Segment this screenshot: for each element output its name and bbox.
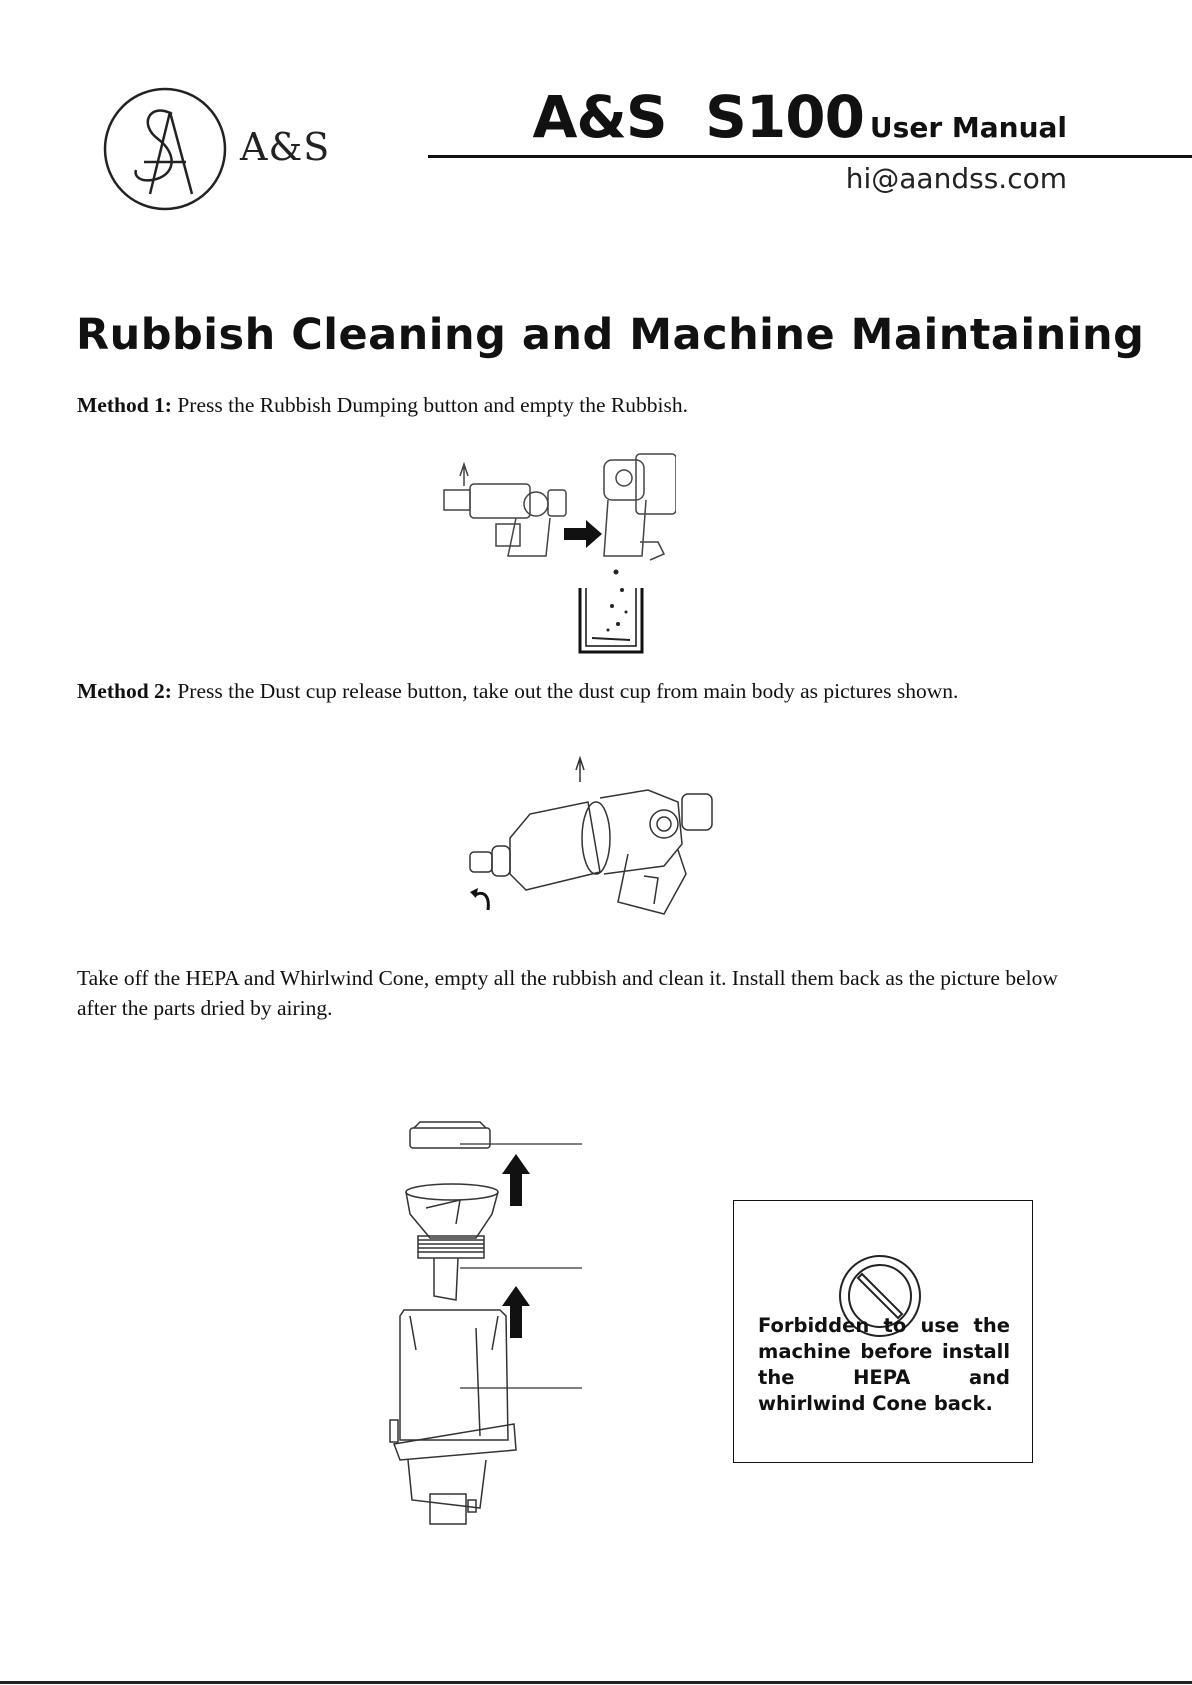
footer-divider — [0, 1681, 1192, 1684]
model-name: A&S S100 — [532, 83, 864, 151]
warning-box — [733, 1200, 1033, 1463]
hepa-cone-assembly-illustration — [380, 1120, 590, 1540]
doc-type: User Manual — [869, 111, 1067, 144]
product-title — [532, 83, 1067, 151]
method-1-label: Method 1: — [77, 393, 172, 417]
section-title: Rubbish Cleaning and Machine Maintaining — [76, 310, 1145, 360]
method-1-text: Press the Rubbish Dumping button and empty the Rubbish. — [171, 393, 688, 417]
rubbish-dumping-illustration — [436, 446, 676, 656]
brand-logo-icon — [100, 84, 230, 214]
method-2-label: Method 2: — [77, 679, 172, 703]
method-1-paragraph — [77, 390, 688, 420]
header-divider — [428, 155, 1192, 158]
method-2-paragraph — [77, 676, 958, 706]
warning-text: Forbidden to use the machine before install the HEPA and whirlwind Cone back. — [758, 1314, 1010, 1415]
dust-cup-removal-illustration — [468, 754, 718, 919]
brand-name: A&S — [240, 125, 331, 169]
method-2-text: Press the Dust cup release button, take out the dust cup from main body as pictures shown. — [171, 679, 959, 703]
contact-email: hi@aandss.com — [845, 162, 1067, 195]
cleaning-instructions: Take off the HEPA and Whirlwind Cone, empty all the rubbish and clean it. Install them back as the picture below after the parts dried by airing. — [77, 966, 1058, 1020]
